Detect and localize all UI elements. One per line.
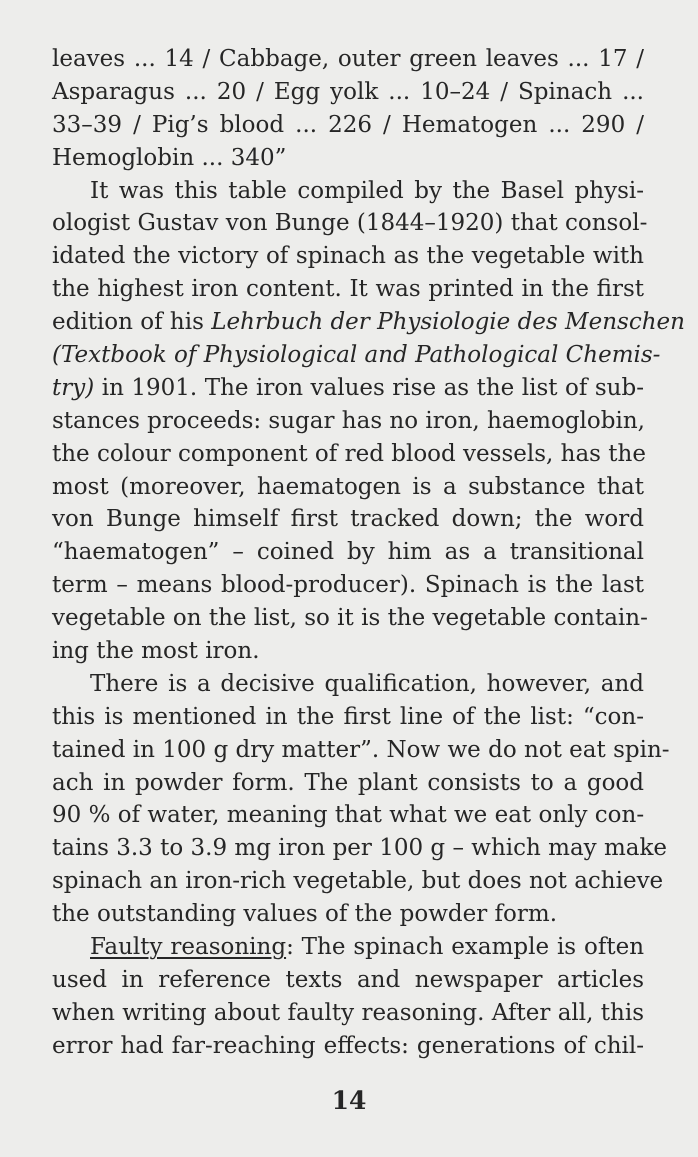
text-line: “haematogen” – coined by him as a transitional: [52, 539, 644, 566]
paragraph-faulty-reasoning: [52, 931, 644, 1063]
paragraph-bunge: [52, 175, 685, 668]
text-line: the outstanding values of the powder form.: [52, 901, 558, 928]
text-line: this is mentioned in the first line of the list: “con-: [52, 703, 644, 730]
text-line: [52, 372, 644, 405]
text-line: tains 3.3 to 3.9 mg iron per 100 g – which may make: [52, 835, 668, 862]
text-line: 90 % of water, meaning that what we eat only con-: [52, 802, 645, 829]
book-title-english: (Textbook of Physiological and Pathological Chemis-: [52, 342, 661, 369]
text-line: when writing about faulty reasoning. After all, this: [52, 999, 644, 1026]
text-line: stances proceeds: sugar has no iron, haemoglobin,: [52, 407, 645, 434]
text-line: Asparagus ... 20 / Egg yolk ... 10–24 / Spinach ...: [52, 78, 644, 105]
text-line: ing the most iron.: [52, 638, 260, 665]
text-line: [52, 931, 644, 964]
text-line: error had far-reaching effects: generations of chil-: [52, 1032, 644, 1059]
text-line: There is a decisive qualification, however, and: [90, 670, 644, 697]
text-line: most (moreover, haematogen is a substance that: [52, 473, 644, 500]
text-line: spinach an iron-rich vegetable, but does not achieve: [52, 868, 664, 895]
text-span: : The spinach example is often: [286, 934, 645, 961]
text-line: It was this table compiled by the Basel physi-: [90, 177, 644, 204]
page-number: 14: [331, 1086, 367, 1115]
text-line: term – means blood-producer). Spinach is the last: [52, 572, 644, 599]
text-line: [52, 306, 685, 339]
paragraph-qualification: [52, 668, 670, 931]
text-line: tained in 100 g dry matter”. Now we do not eat spin-: [52, 736, 670, 763]
faulty-reasoning-term: Faulty reasoning: [90, 934, 287, 961]
text-span: edition of his: [52, 309, 212, 336]
text-line: leaves ... 14 / Cabbage, outer green leaves ... 17 /: [52, 46, 644, 72]
book-title-german: Lehrbuch der Physiologie des Menschen: [211, 309, 685, 336]
text-line: the highest iron content. It was printed in the first: [52, 276, 644, 303]
text-line: the colour component of red blood vessels, has the: [52, 440, 646, 467]
text-line: ologist Gustav von Bunge (1844–1920) that consol-: [52, 210, 648, 237]
text-line: von Bunge himself first tracked down; the word: [52, 506, 644, 533]
paragraph-table-end: [52, 43, 644, 175]
text-line: vegetable on the list, so it is the vegetable contain-: [52, 605, 648, 632]
text-line: 33–39 / Pig’s blood ... 226 / Hematogen ... 290 /: [52, 111, 644, 138]
text-line: ach in powder form. The plant consists to a good: [52, 769, 644, 796]
book-title-english-end: try): [52, 374, 95, 401]
text-line: used in reference texts and newspaper articles: [52, 966, 644, 993]
text-line: Hemoglobin ... 340”: [52, 144, 287, 171]
text-span: in 1901. The iron values rise as the list of sub-: [94, 374, 644, 401]
text-line: idated the victory of spinach as the vegetable with: [52, 243, 644, 270]
